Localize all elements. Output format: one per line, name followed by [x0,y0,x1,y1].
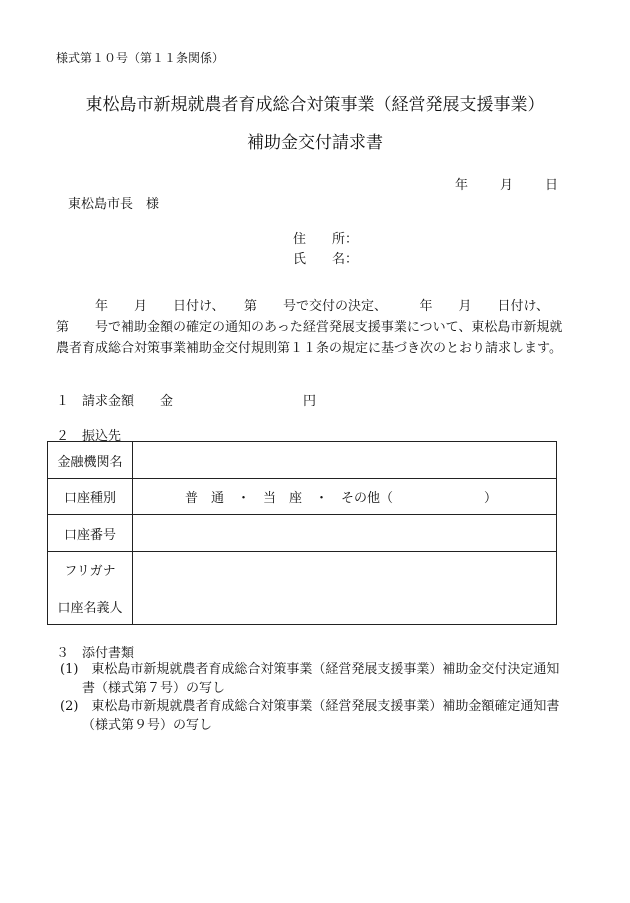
account-type-label: 口座種別 [48,479,133,515]
attachments-heading: ３ 添付書類 [56,646,135,661]
bank-name-field[interactable] [133,442,557,479]
attachment-item-1 [60,660,559,698]
account-holder-label: 口座名義人 [57,601,123,616]
address-label: 住 所： [293,232,359,247]
date-line [455,174,558,193]
form-number: 様式第１０号（第１１条関係） [56,51,225,65]
account-number-field[interactable] [133,515,557,552]
document-subtitle: 補助金交付請求書 [247,133,383,153]
body-line-1: 年 月 日付け、 第 号で交付の決定、 年 月 日付け、 [56,299,549,314]
bank-transfer-table [47,441,557,625]
name-label: 氏 名： [293,252,359,267]
attachment-item-2-line-1: (2) 東松島市新規就農者育成総合対策事業（経営発展支援事業）補助金額確定通知書 [60,699,560,714]
attachment-item-2 [60,697,559,735]
attachment-item-1-line-2: 書（様式第７号）の写し [82,681,226,696]
document-title: 東松島市新規就農者育成総合対策事業（経営発展支援事業） [85,95,545,115]
account-holder-field[interactable] [133,552,557,625]
request-body [56,296,580,359]
date-year: 年 [455,178,469,193]
furigana-label: フリガナ [64,564,116,579]
body-line-3: 農者育成総合対策事業補助金交付規則第１１条の規定に基づき次のとおり請求します。 [56,341,562,356]
body-line-2: 第 号で補助金額の確定の通知のあった経営発展支援事業について、東松島市新規就 [56,320,563,335]
transfer-heading: ２ 振込先 [56,429,122,444]
attachment-item-2-line-2: （様式第９号）の写し [82,718,213,733]
date-day: 日 [545,178,559,193]
account-type-options[interactable]: 普 通 ・ 当 座 ・ その他（ ） [133,479,557,515]
addressee: 東松島市長 様 [68,197,160,212]
account-number-label: 口座番号 [48,515,133,552]
date-month: 月 [500,178,514,193]
bank-name-label: 金融機関名 [48,442,133,479]
holder-label-cell [48,552,133,625]
request-amount: １ 請求金額 金 円 [56,394,317,409]
attachment-item-1-line-1: (1) 東松島市新規就農者育成総合対策事業（経営発展支援事業）補助金交付決定通知 [60,662,560,677]
